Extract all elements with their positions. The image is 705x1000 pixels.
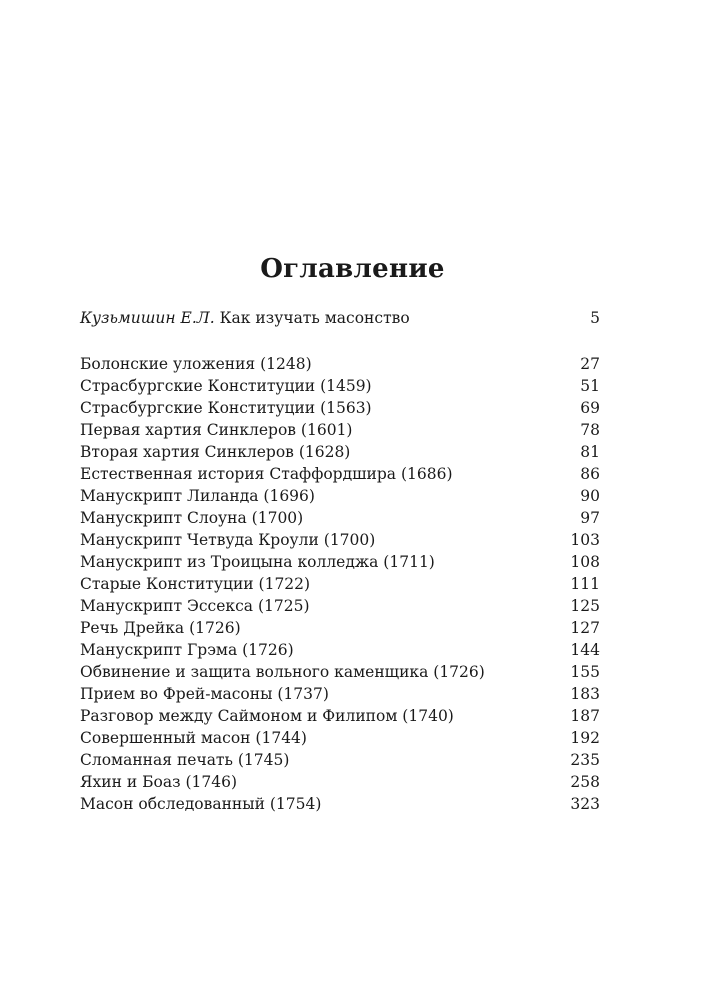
toc-entry-page-number: 192 <box>570 729 600 747</box>
toc-entry-page-number: 81 <box>580 443 600 461</box>
toc-entry <box>80 639 600 661</box>
toc-entry <box>80 551 600 573</box>
toc-entry <box>80 793 600 815</box>
toc-entry-title: Обвинение и защита вольного каменщика (1726) <box>80 663 485 681</box>
toc-entry <box>80 485 600 507</box>
toc-entry-title: Манускрипт Эссекса (1725) <box>80 597 310 615</box>
toc-entry-page-number: 90 <box>580 487 600 505</box>
toc-entry-page-number: 78 <box>580 421 600 439</box>
toc-entry <box>80 507 600 529</box>
toc-entry-title: Первая хартия Синклеров (1601) <box>80 421 353 439</box>
toc-entry <box>80 353 600 375</box>
toc-entry-title: Естественная история Стаффордшира (1686) <box>80 465 453 483</box>
toc-entry-page-number: 323 <box>570 795 600 813</box>
toc-entry-page-number: 51 <box>580 377 600 395</box>
toc-entry-page-number: 27 <box>580 355 600 373</box>
toc-entry-title: Манускрипт Грэма (1726) <box>80 641 294 659</box>
toc-entry-page-number: 69 <box>580 399 600 417</box>
toc-entry-page-number: 183 <box>570 685 600 703</box>
toc-entry-title: Совершенный масон (1744) <box>80 729 307 747</box>
toc-entry-page-number: 111 <box>570 575 600 593</box>
toc-entry-page-number: 235 <box>570 751 600 769</box>
toc-entry <box>80 375 600 397</box>
toc-entry-title: Яхин и Боаз (1746) <box>80 773 237 791</box>
toc-entry <box>80 683 600 705</box>
toc-entry <box>80 595 600 617</box>
toc-entry-page-number: 127 <box>570 619 600 637</box>
toc-entry-title: Манускрипт из Троицына колледжа (1711) <box>80 553 435 571</box>
toc-entry-title: Масон обследованный (1754) <box>80 795 322 813</box>
toc-entry-title: Речь Дрейка (1726) <box>80 619 241 637</box>
toc-entry-title: Разговор между Саймоном и Филипом (1740) <box>80 707 454 725</box>
toc-entry-page-number: 97 <box>580 509 600 527</box>
toc-entry-page-number: 144 <box>570 641 600 659</box>
toc-entry-title: Прием во Фрей-масоны (1737) <box>80 685 329 703</box>
toc-entry-title: Болонские уложения (1248) <box>80 355 312 373</box>
toc-entry-title: Вторая хартия Синклеров (1628) <box>80 443 351 461</box>
toc-entry-title: Сломанная печать (1745) <box>80 751 290 769</box>
toc-entry-page-number: 103 <box>570 531 600 549</box>
toc-entry <box>80 661 600 683</box>
toc-entry-title: Манускрипт Лиланда (1696) <box>80 487 315 505</box>
toc-entry <box>80 397 600 419</box>
toc-entry-page-number: 125 <box>570 597 600 615</box>
toc-entry <box>80 573 600 595</box>
toc-entry-page-number: 155 <box>570 663 600 681</box>
toc-entry <box>80 441 600 463</box>
toc-entry <box>80 771 600 793</box>
toc-entry-title: Старые Конституции (1722) <box>80 575 311 593</box>
toc-intro-entry <box>80 309 600 333</box>
toc-entry-title: Манускрипт Четвуда Кроули (1700) <box>80 531 376 549</box>
toc-entry <box>80 419 600 441</box>
toc-entry <box>80 749 600 771</box>
toc-entry-page-number: 187 <box>570 707 600 725</box>
toc-intro-text <box>80 309 410 327</box>
toc-entry <box>80 705 600 727</box>
toc-entry <box>80 727 600 749</box>
toc-entry <box>80 617 600 639</box>
page-title: Оглавление <box>260 254 445 284</box>
toc-entry-title: Страсбургские Конституции (1563) <box>80 399 372 417</box>
intro-page-number: 5 <box>590 309 600 327</box>
toc-entry <box>80 529 600 551</box>
intro-author: Кузьмишин Е.Л. <box>80 309 215 327</box>
toc-list <box>80 353 600 815</box>
toc-entry-page-number: 108 <box>570 553 600 571</box>
toc-entry-title: Страсбургские Конституции (1459) <box>80 377 372 395</box>
toc-entry <box>80 463 600 485</box>
toc-entry-page-number: 86 <box>580 465 600 483</box>
toc-entry-page-number: 258 <box>570 773 600 791</box>
toc-entry-title: Манускрипт Слоуна (1700) <box>80 509 304 527</box>
intro-title: Как изучать масонство <box>219 309 410 327</box>
